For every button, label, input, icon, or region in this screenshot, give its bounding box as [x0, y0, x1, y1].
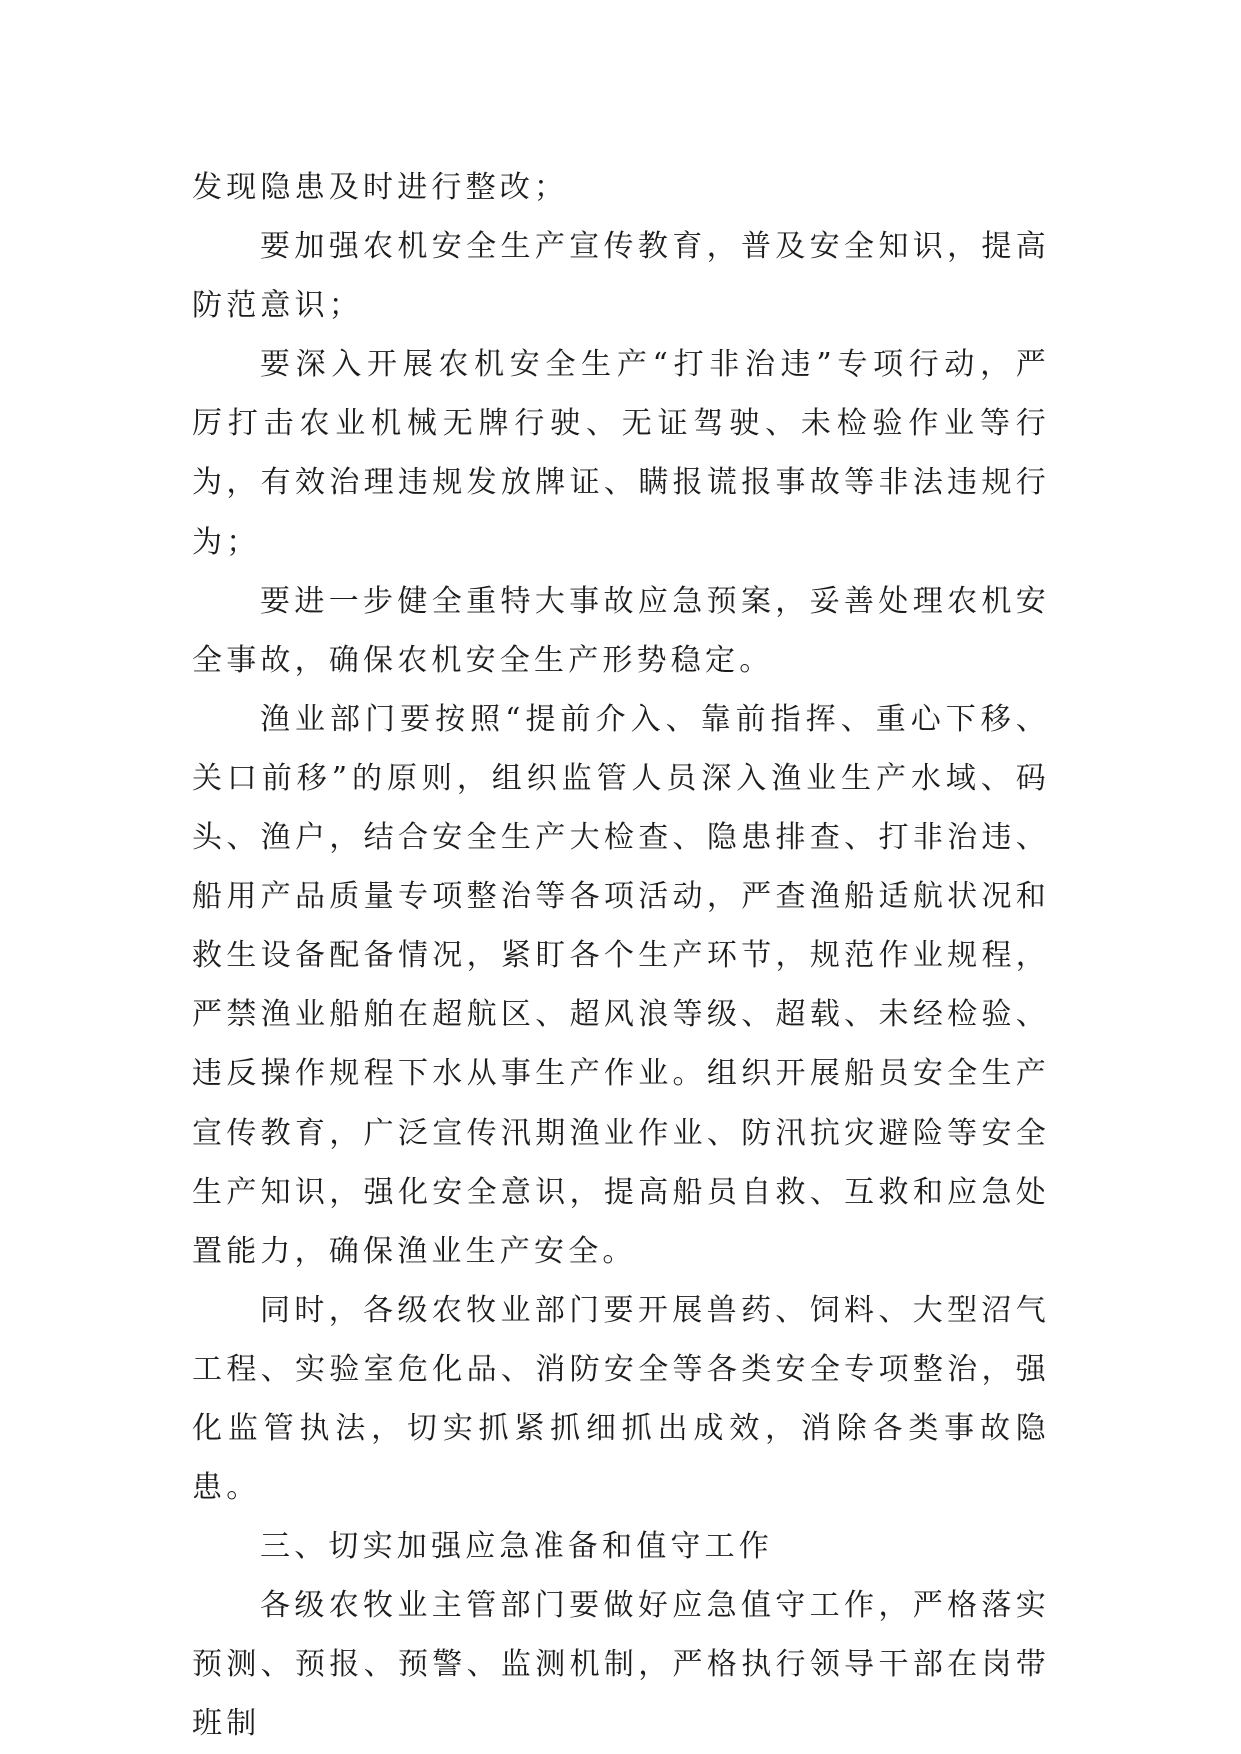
section-heading-emergency-preparedness: 三、切实加强应急准备和值守工作 — [260, 1529, 773, 1565]
paragraph-emergency-plan: 要进一步健全重特大事故应急预案，妥善处理农机安全事故，确保农机安全生产形势稳定。 — [192, 583, 1050, 678]
paragraph-duty-work: 各级农牧业主管部门要做好应急值守工作，严格落实预测、预报、预警、监测机制，严格执行领导干部在岗带班制 — [192, 1588, 1050, 1742]
paragraph-special-rectification: 同时，各级农牧业部门要开展兽药、饲料、大型沼气工程、实验室危化品、消防安全等各类安全专项整治，强化监管执法，切实抓紧抓细抓出成效，消除各类事故隐患。 — [192, 1292, 1050, 1506]
document-body — [192, 158, 1050, 1754]
paragraph-crackdown-campaign: 要深入开展农机安全生产“打非治违”专项行动，严厉打击农业机械无牌行驶、无证驾驶、未检验作业等行为，有效治理违规发放牌证、瞒报谎报事故等非法违规行为； — [192, 347, 1050, 560]
paragraph-agri-machinery-education: 要加强农机安全生产宣传教育，普及安全知识，提高防范意识； — [192, 229, 1050, 324]
paragraph-fishery-department: 渔业部门要按照“提前介入、靠前指挥、重心下移、关口前移”的原则，组织监管人员深入渔业生产水域、码头、渔户，结合安全生产大检查、隐患排查、打非治违、船用产品质量专项整治等各项活动，严查渔船适航状况和救生设备配备情况，紧盯各个生产环节，规范作业规程，严禁渔业船舶在超航区、超风浪等级、超载、未经检验、违反操作规程下水从事生产作业。组织开展船员安全生产宣传教育，广泛宣传汛期渔业作业、防汛抗灾避险等安全生产知识，强化安全意识，提高船员自救、互救和应急处置能力，确保渔业生产安全。 — [192, 701, 1050, 1269]
paragraph-continuation: 发现隐患及时进行整改； — [192, 170, 569, 205]
